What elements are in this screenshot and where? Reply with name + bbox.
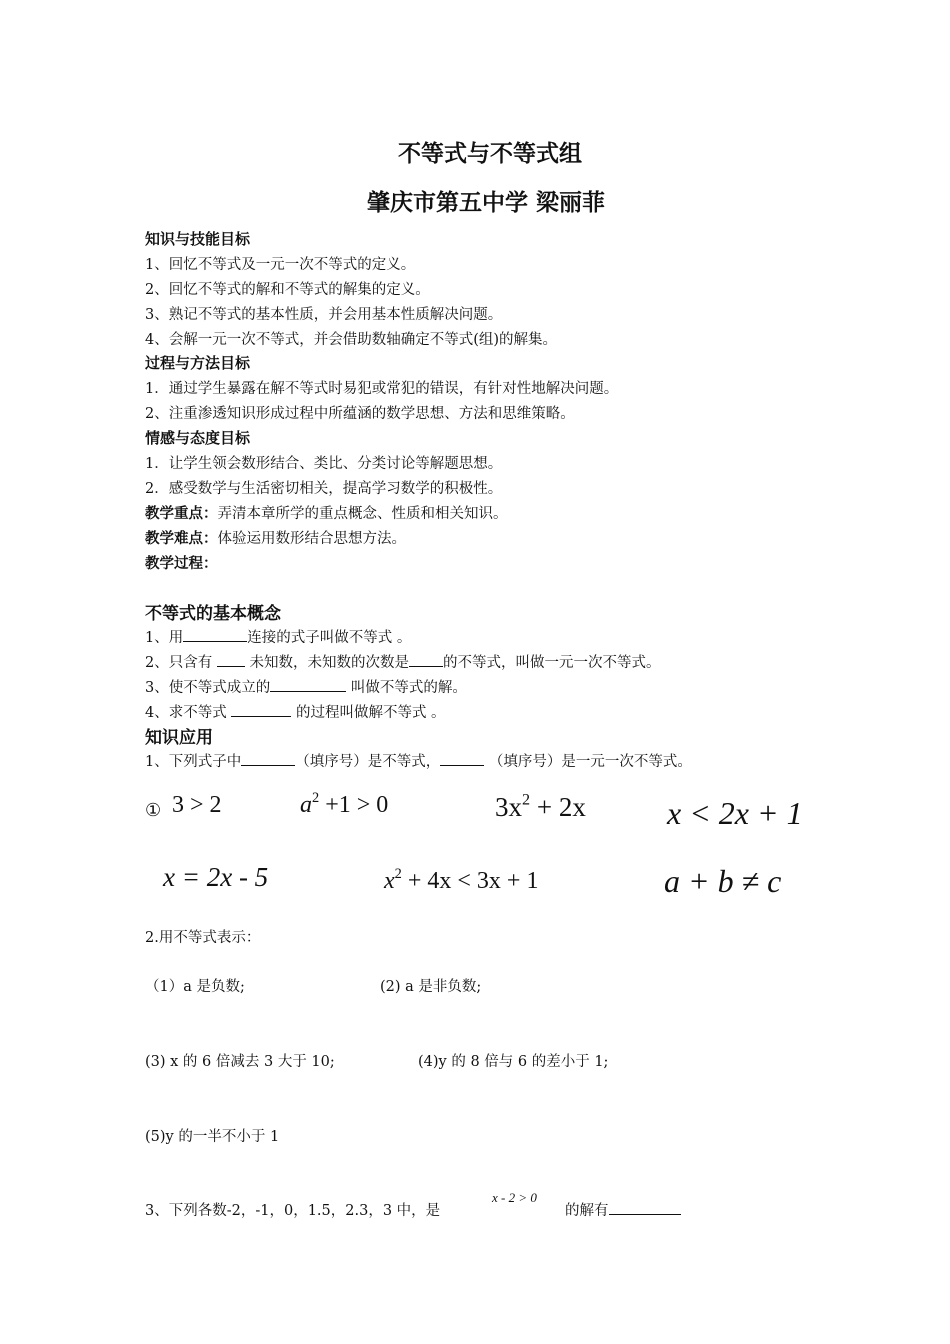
knowledge-goal-3: 3、熟记不等式的基本性质，并会用基本性质解决问题。 — [145, 307, 503, 323]
expression-5: x = 2x - 5 — [163, 862, 269, 892]
concept-question-4 — [145, 701, 446, 722]
knowledge-goal-1: 1、回忆不等式及一元一次不等式的定义。 — [145, 257, 416, 273]
application-question-2: 2.用不等式表示： — [145, 930, 261, 946]
expression-2-rest: +1 > 0 — [319, 792, 389, 818]
expression-3-exponent: 2 — [522, 790, 531, 809]
teaching-difficulty-text: 体验运用数形结合思想方法。 — [217, 531, 406, 547]
application-heading: 知识应用 — [145, 728, 213, 748]
concept-q4-part-a: 4、求不等式 — [145, 705, 232, 721]
fill-blank[interactable] — [183, 627, 247, 642]
application-q3-part-a: 3、下列各数-2，-1，0，1.5，2.3，3 中，是 — [145, 1203, 441, 1219]
knowledge-goals-heading: 知识与技能目标 — [145, 230, 251, 248]
emotion-goal-1: 1．让学生领会数形结合、类比、分类讨论等解题思想。 — [145, 456, 503, 472]
application-question-3 — [145, 1199, 440, 1220]
emotion-goal-2: 2．感受数学与生活密切相关，提高学习数学的积极性。 — [145, 481, 503, 497]
expression-7: a + b ≠ c — [664, 863, 782, 899]
concept-q3-part-b: 叫做不等式的解。 — [346, 680, 467, 696]
concept-q1-part-a: 1、用 — [145, 630, 184, 646]
expression-6 — [384, 865, 539, 895]
teaching-difficulty — [145, 527, 406, 548]
fill-blank[interactable] — [231, 702, 291, 717]
circle-number-1: ① — [145, 800, 162, 821]
expression-2-base: a — [300, 792, 312, 818]
process-goal-2: 2、注重渗透知识形成过程中所蕴涵的数学思想、方法和思维策略。 — [145, 406, 575, 422]
fill-blank[interactable] — [440, 751, 484, 766]
emotion-goals-heading: 情感与态度目标 — [145, 429, 251, 447]
knowledge-goal-4: 4、会解一元一次不等式，并会借助数轴确定不等式(组)的解集。 — [145, 332, 558, 348]
application-q1-part-b: （填序号）是不等式， — [295, 754, 441, 770]
application-q3-answer — [565, 1199, 681, 1220]
q2-item-5: (5)y 的一半不小于 1 — [145, 1129, 280, 1145]
fill-blank[interactable] — [270, 677, 346, 692]
teaching-key-point — [145, 502, 508, 523]
fill-blank[interactable] — [241, 751, 295, 766]
fill-blank[interactable] — [409, 652, 443, 667]
expression-6-exponent: 2 — [394, 865, 402, 882]
process-goal-1: 1．通过学生暴露在解不等式时易犯或常犯的错误，有针对性地解决问题。 — [145, 381, 619, 397]
knowledge-goal-2: 2、回忆不等式的解和不等式的解集的定义。 — [145, 282, 430, 298]
expression-3-part-b: + 2x — [530, 792, 586, 822]
q2-item-4: (4)y 的 8 倍与 6 的差小于 1; — [418, 1054, 609, 1070]
concept-q4-part-b: 的过程叫做解不等式 。 — [291, 705, 446, 721]
expression-2 — [300, 789, 389, 819]
application-q1-part-a: 1、下列式子中 — [145, 754, 242, 770]
expression-6-base: x — [384, 868, 395, 894]
concepts-heading: 不等式的基本概念 — [145, 604, 281, 624]
doc-author: 肇庆市第五中学 梁丽菲 — [367, 190, 606, 216]
concept-q3-part-a: 3、使不等式成立的 — [145, 680, 271, 696]
process-goals-heading: 过程与方法目标 — [145, 354, 251, 372]
expression-x-minus-2: x - 2 > 0 — [492, 1190, 537, 1205]
application-q1-part-c: （填序号）是一元一次不等式。 — [484, 754, 692, 770]
concept-q2-part-b: 未知数，未知数的次数是 — [244, 655, 409, 671]
doc-title: 不等式与不等式组 — [398, 141, 582, 167]
concept-question-3 — [145, 676, 467, 697]
concept-q1-part-b: 连接的式子叫做不等式 。 — [247, 630, 412, 646]
expression-2-exponent: 2 — [312, 789, 320, 806]
fill-blank[interactable] — [609, 1200, 681, 1215]
teaching-difficulty-label: 教学难点： — [145, 531, 218, 547]
concept-question-2 — [145, 651, 660, 672]
q2-item-3: (3) x 的 6 倍减去 3 大于 10; — [145, 1054, 335, 1070]
q2-item-1: （1）a 是负数; — [145, 979, 245, 995]
expression-6-rest: + 4x < 3x + 1 — [401, 868, 539, 894]
concept-question-1 — [145, 626, 411, 647]
expression-1: 3 > 2 — [172, 792, 222, 818]
teaching-process-label: 教学过程： — [145, 556, 218, 572]
expression-4: x < 2x + 1 — [667, 795, 803, 831]
application-question-1 — [145, 750, 692, 771]
application-q3-part-b: 的解有 — [565, 1203, 609, 1219]
expression-3 — [495, 792, 586, 823]
teaching-key-text: 弄清本章所学的重点概念、性质和相关知识。 — [217, 506, 508, 522]
q2-item-2: (2) a 是非负数; — [380, 979, 482, 995]
expression-3-part-a: 3x — [495, 792, 522, 822]
concept-q2-part-c: 的不等式，叫做一元一次不等式。 — [442, 655, 661, 671]
fill-blank[interactable] — [217, 652, 245, 667]
concept-q2-part-a: 2、只含有 — [145, 655, 217, 671]
teaching-key-label: 教学重点： — [145, 506, 218, 522]
